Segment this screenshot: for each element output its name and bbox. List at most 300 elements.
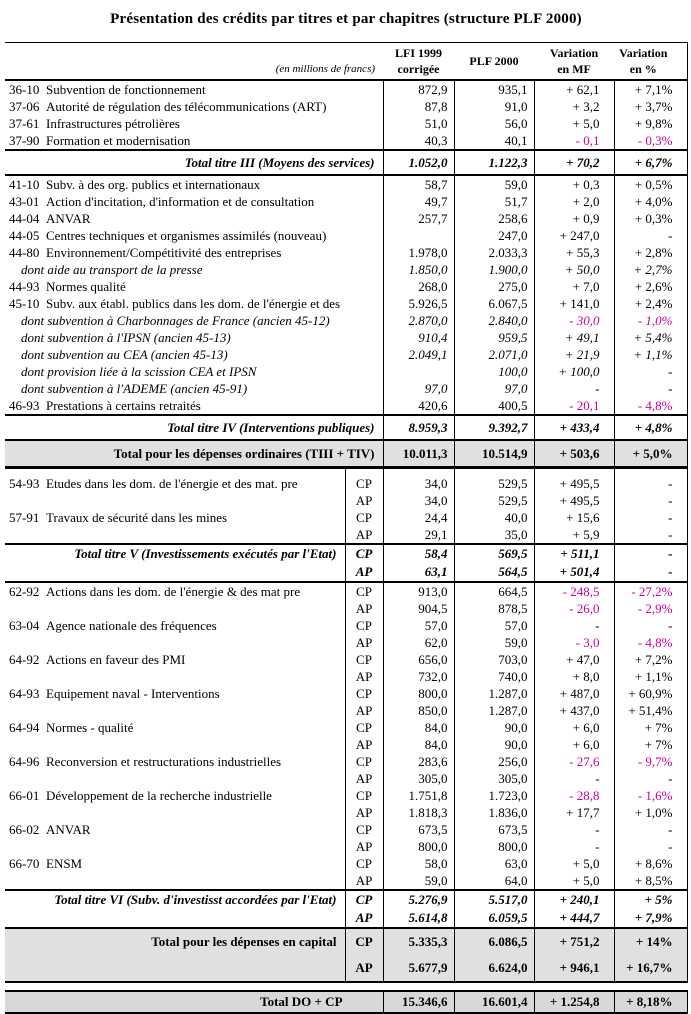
table-row — [5, 175, 687, 193]
value-cell — [383, 227, 454, 244]
row-label — [5, 855, 345, 872]
cp-ap-cell: CP — [345, 890, 383, 909]
value-cell: 87,8 — [383, 98, 454, 115]
value-cell: 1.850,0 — [383, 261, 454, 278]
cp-ap-cell: AP — [345, 526, 383, 544]
chapter-label: Normes - qualité — [46, 719, 134, 735]
value-cell: + 5,0 — [534, 115, 614, 132]
chapter-label: Infrastructures pétrolières — [46, 115, 180, 131]
value-cell: 2.870,0 — [383, 312, 454, 329]
value-cell: - 2,9% — [614, 600, 687, 617]
row-label — [5, 804, 345, 821]
value-cell: + 7,1% — [614, 80, 687, 98]
cp-ap-cell: AP — [345, 804, 383, 821]
value-cell: 57,0 — [383, 617, 454, 634]
value-cell: + 16,7% — [614, 955, 687, 982]
value-cell: 6.067,5 — [454, 295, 534, 312]
value-cell: 850,0 — [383, 702, 454, 719]
value-cell — [383, 363, 454, 380]
row-label — [5, 753, 345, 770]
row-label — [5, 397, 383, 415]
value-cell: + 7,0 — [534, 278, 614, 295]
table-row — [5, 563, 687, 582]
value-cell: 1.978,0 — [383, 244, 454, 261]
value-cell: + 1,1% — [614, 346, 687, 363]
value-cell: + 7,2% — [614, 651, 687, 668]
chapter-label: Subv. à des org. publics et internationaux — [46, 176, 261, 192]
row-label — [5, 838, 345, 855]
row-label — [5, 872, 345, 890]
row-label — [5, 955, 345, 982]
col-header-plf-2000: PLF 2000 — [454, 43, 534, 81]
chapter-label: Agence nationale des fréquences — [46, 617, 217, 633]
table-body — [5, 80, 687, 1013]
value-cell: + 495,5 — [534, 468, 614, 493]
value-cell: - 0,1 — [534, 132, 614, 150]
value-cell: + 1,1% — [614, 668, 687, 685]
value-cell: 800,0 — [454, 838, 534, 855]
value-cell: + 8,6% — [614, 855, 687, 872]
row-label — [5, 821, 345, 838]
row-label — [5, 115, 383, 132]
table-row — [5, 928, 687, 955]
value-cell: + 501,4 — [534, 563, 614, 582]
table-row — [5, 278, 687, 295]
value-cell: 275,0 — [454, 278, 534, 295]
chapter-label: Développement de la recherche industrielle — [46, 787, 272, 803]
value-cell: 40,3 — [383, 132, 454, 150]
chapter-label: Formation et modernisation — [46, 132, 191, 148]
value-cell: + 17,7 — [534, 804, 614, 821]
chapter-label: ANVAR — [46, 821, 91, 837]
table-header — [5, 43, 687, 81]
chapter-label: Action d'incitation, d'information et de consultation — [46, 193, 315, 209]
value-cell: + 2,6% — [614, 278, 687, 295]
value-cell: + 1.254,8 — [534, 991, 614, 1013]
value-cell: 2.033,3 — [454, 244, 534, 261]
value-cell: + 8,5% — [614, 872, 687, 890]
row-label — [5, 193, 383, 210]
table-row — [5, 582, 687, 600]
table-row — [5, 150, 687, 175]
value-cell: - 9,7% — [614, 753, 687, 770]
value-cell: 420,6 — [383, 397, 454, 415]
cp-ap-cell: CP — [345, 787, 383, 804]
chapter-label: Subv. aux établ. publics dans les dom. de l'énergie et des — [46, 295, 341, 311]
value-cell: 2.071,0 — [454, 346, 534, 363]
table-row — [5, 98, 687, 115]
cp-ap-cell: AP — [345, 736, 383, 753]
table-row — [5, 468, 687, 493]
table-row — [5, 668, 687, 685]
unit-note-text: (en millions de francs) — [275, 63, 376, 75]
cp-ap-cell: AP — [345, 668, 383, 685]
value-cell: - — [614, 380, 687, 397]
table-row — [5, 80, 687, 98]
value-cell: + 3,2 — [534, 98, 614, 115]
value-cell: 5.276,9 — [383, 890, 454, 909]
value-cell: 90,0 — [454, 719, 534, 736]
table-row — [5, 872, 687, 890]
value-cell: + 49,1 — [534, 329, 614, 346]
table-row — [5, 526, 687, 544]
value-cell: + 503,6 — [534, 440, 614, 468]
cp-ap-cell: CP — [345, 928, 383, 955]
table-row — [5, 440, 687, 468]
table-row — [5, 719, 687, 736]
value-cell: 10.011,3 — [383, 440, 454, 468]
value-cell: - 20,1 — [534, 397, 614, 415]
value-cell: - 3,0 — [534, 634, 614, 651]
value-cell: + 5% — [614, 890, 687, 909]
value-cell: - — [614, 227, 687, 244]
table-row — [5, 397, 687, 415]
value-cell: 959,5 — [454, 329, 534, 346]
value-cell: 57,0 — [454, 617, 534, 634]
row-label — [5, 244, 383, 261]
table-row — [5, 509, 687, 526]
value-cell: + 62,1 — [534, 80, 614, 98]
value-cell: 100,0 — [454, 363, 534, 380]
value-cell: 268,0 — [383, 278, 454, 295]
value-cell: + 141,0 — [534, 295, 614, 312]
row-label — [5, 617, 345, 634]
value-cell: 1.287,0 — [454, 685, 534, 702]
chapter-label: Travaux de sécurité dans les mines — [46, 509, 228, 525]
table-row — [5, 544, 687, 563]
header-row — [5, 43, 687, 81]
chapter-code: 46-93 — [9, 397, 40, 413]
table-row — [5, 955, 687, 982]
row-label — [5, 492, 345, 509]
value-cell: + 2,8% — [614, 244, 687, 261]
chapter-code: 54-93 — [9, 475, 40, 491]
cp-ap-cell: CP — [345, 651, 383, 668]
table-row — [5, 115, 687, 132]
value-cell: 9.392,7 — [454, 415, 534, 440]
table-row — [5, 261, 687, 278]
value-cell: 1.723,0 — [454, 787, 534, 804]
chapter-code: 66-01 — [9, 787, 40, 803]
cp-ap-cell: CP — [345, 468, 383, 493]
table-row — [5, 492, 687, 509]
table-row — [5, 193, 687, 210]
value-cell: 564,5 — [454, 563, 534, 582]
row-label — [5, 582, 345, 600]
value-cell: - — [614, 770, 687, 787]
value-cell: 51,0 — [383, 115, 454, 132]
chapter-code: 44-80 — [9, 244, 40, 260]
value-cell: 305,0 — [454, 770, 534, 787]
chapter-code: 44-04 — [9, 210, 40, 226]
value-cell: 6.059,5 — [454, 909, 534, 928]
table-row — [5, 132, 687, 150]
row-label — [5, 98, 383, 115]
value-cell: + 5,9 — [534, 526, 614, 544]
row-label — [5, 509, 345, 526]
value-cell: + 15,6 — [534, 509, 614, 526]
page-title: Présentation des crédits par titres et par chapitres (structure PLF 2000) — [110, 11, 582, 27]
table-row — [5, 787, 687, 804]
value-cell: 910,4 — [383, 329, 454, 346]
row-label: Total titre VI (Subv. d'investisst accordées par l'Etat) — [5, 890, 345, 909]
value-cell: 10.514,9 — [454, 440, 534, 468]
value-cell: + 2,0 — [534, 193, 614, 210]
table-row — [5, 991, 687, 1013]
value-cell: 673,5 — [454, 821, 534, 838]
cp-ap-cell: CP — [345, 719, 383, 736]
value-cell: - — [614, 838, 687, 855]
value-cell: 5.677,9 — [383, 955, 454, 982]
value-cell: + 0,5% — [614, 175, 687, 193]
row-label — [5, 175, 383, 193]
row-label — [5, 719, 345, 736]
value-cell: - — [534, 821, 614, 838]
table-row — [5, 617, 687, 634]
cp-ap-cell: AP — [345, 909, 383, 928]
value-cell: + 487,0 — [534, 685, 614, 702]
value-cell: - 30,0 — [534, 312, 614, 329]
chapter-label: Prestations à certains retraités — [46, 397, 201, 413]
value-cell: 40,0 — [454, 509, 534, 526]
unit-note — [5, 43, 383, 81]
value-cell: 732,0 — [383, 668, 454, 685]
value-cell: 2.840,0 — [454, 312, 534, 329]
row-label: Total titre III (Moyens des services) — [5, 150, 383, 175]
value-cell: 58,4 — [383, 544, 454, 563]
chapter-code: 64-93 — [9, 685, 40, 701]
table-row — [5, 804, 687, 821]
value-cell: 58,7 — [383, 175, 454, 193]
value-cell: 878,5 — [454, 600, 534, 617]
value-cell: 529,5 — [454, 492, 534, 509]
value-cell: 1.122,3 — [454, 150, 534, 175]
table-row — [5, 770, 687, 787]
cp-ap-cell: AP — [345, 492, 383, 509]
chapter-label: Actions dans les dom. de l'énergie & des mat pre — [46, 583, 301, 599]
value-cell: + 70,2 — [534, 150, 614, 175]
chapter-label: Normes qualité — [46, 278, 126, 294]
value-cell: + 0,3 — [534, 175, 614, 193]
row-label — [5, 526, 345, 544]
table-row — [5, 415, 687, 440]
chapter-label: ANVAR — [46, 210, 91, 226]
value-cell: 256,0 — [454, 753, 534, 770]
value-cell: + 1,0% — [614, 804, 687, 821]
value-cell: 6.086,5 — [454, 928, 534, 955]
value-cell: 257,7 — [383, 210, 454, 227]
value-cell: 34,0 — [383, 492, 454, 509]
value-cell: 97,0 — [383, 380, 454, 397]
table-row — [5, 702, 687, 719]
row-label: Total titre IV (Interventions publiques) — [5, 415, 383, 440]
value-cell: + 5,0 — [534, 872, 614, 890]
table-row — [5, 909, 687, 928]
value-cell: + 100,0 — [534, 363, 614, 380]
value-cell: + 51,4% — [614, 702, 687, 719]
value-cell: 35,0 — [454, 526, 534, 544]
value-cell: - — [534, 838, 614, 855]
value-cell: 258,6 — [454, 210, 534, 227]
row-label: Total pour les dépenses ordinaires (TIII + TIV) — [5, 440, 383, 468]
value-cell: 1.818,3 — [383, 804, 454, 821]
value-cell: 1.052,0 — [383, 150, 454, 175]
value-cell: - — [534, 770, 614, 787]
row-label — [5, 278, 383, 295]
chapter-label: Environnement/Compétitivité des entreprises — [46, 244, 282, 260]
cp-ap-cell: AP — [345, 702, 383, 719]
chapter-label: Equipement naval - Interventions — [46, 685, 220, 701]
value-cell: + 47,0 — [534, 651, 614, 668]
value-cell: + 0,9 — [534, 210, 614, 227]
value-cell: + 7% — [614, 719, 687, 736]
row-label — [5, 685, 345, 702]
cp-ap-cell: AP — [345, 838, 383, 855]
value-cell: - — [614, 492, 687, 509]
value-cell: + 8,18% — [614, 991, 687, 1013]
value-cell: - — [614, 617, 687, 634]
table-row — [5, 227, 687, 244]
row-label — [5, 227, 383, 244]
value-cell: 59,0 — [454, 175, 534, 193]
value-cell: 1.751,8 — [383, 787, 454, 804]
value-cell: - — [614, 821, 687, 838]
cp-ap-cell: CP — [345, 685, 383, 702]
value-cell: 904,5 — [383, 600, 454, 617]
row-label — [5, 651, 345, 668]
row-label — [5, 668, 345, 685]
chapter-code: 62-92 — [9, 583, 40, 599]
value-cell: 58,0 — [383, 855, 454, 872]
value-cell: - 4,8% — [614, 634, 687, 651]
value-cell: + 55,3 — [534, 244, 614, 261]
value-cell: 305,0 — [383, 770, 454, 787]
value-cell: 740,0 — [454, 668, 534, 685]
chapter-code: 66-02 — [9, 821, 40, 837]
row-label: Total titre V (Investissements exécutés par l'Etat) — [5, 544, 345, 563]
value-cell: + 5,0% — [614, 440, 687, 468]
value-cell: 935,1 — [454, 80, 534, 98]
value-cell: + 6,0 — [534, 736, 614, 753]
table-row — [5, 821, 687, 838]
chapter-label: Reconversion et restructurations industrielles — [46, 753, 282, 769]
value-cell: + 2,7% — [614, 261, 687, 278]
row-label: dont aide au transport de la presse — [21, 261, 203, 277]
value-cell: - 1,6% — [614, 787, 687, 804]
value-cell: + 4,0% — [614, 193, 687, 210]
value-cell: 1.836,0 — [454, 804, 534, 821]
table-row — [5, 380, 687, 397]
table-row — [5, 363, 687, 380]
value-cell: + 21,9 — [534, 346, 614, 363]
value-cell: 64,0 — [454, 872, 534, 890]
row-label: dont subvention au CEA (ancien 45-13) — [21, 346, 228, 362]
value-cell: + 3,7% — [614, 98, 687, 115]
spacer-row — [5, 982, 687, 991]
table-row — [5, 329, 687, 346]
row-label: Total DO + CP — [5, 991, 383, 1013]
value-cell: + 60,9% — [614, 685, 687, 702]
value-cell: - — [614, 509, 687, 526]
table-row — [5, 651, 687, 668]
value-cell: - — [614, 563, 687, 582]
value-cell: + 6,0 — [534, 719, 614, 736]
value-cell: + 9,8% — [614, 115, 687, 132]
value-cell: + 7,9% — [614, 909, 687, 928]
chapter-code: 57-91 — [9, 509, 40, 525]
value-cell: - — [614, 363, 687, 380]
row-label — [5, 634, 345, 651]
value-cell: - — [614, 526, 687, 544]
value-cell: 91,0 — [454, 98, 534, 115]
value-cell: - 4,8% — [614, 397, 687, 415]
value-cell: 84,0 — [383, 736, 454, 753]
value-cell: 49,7 — [383, 193, 454, 210]
row-label — [5, 600, 345, 617]
value-cell: 63,1 — [383, 563, 454, 582]
value-cell: 5.614,8 — [383, 909, 454, 928]
value-cell: + 14% — [614, 928, 687, 955]
value-cell: 800,0 — [383, 685, 454, 702]
chapter-label: ENSM — [46, 855, 83, 871]
cp-ap-cell: AP — [345, 600, 383, 617]
table-row — [5, 855, 687, 872]
value-cell: 913,0 — [383, 582, 454, 600]
table-row — [5, 244, 687, 261]
row-label — [5, 210, 383, 227]
value-cell: 15.346,6 — [383, 991, 454, 1013]
chapter-code: 44-93 — [9, 278, 40, 294]
value-cell: - 27,2% — [614, 582, 687, 600]
value-cell: 63,0 — [454, 855, 534, 872]
value-cell: - 26,0 — [534, 600, 614, 617]
cp-ap-cell: CP — [345, 821, 383, 838]
value-cell: 59,0 — [383, 872, 454, 890]
cp-ap-cell: AP — [345, 563, 383, 582]
value-cell: 40,1 — [454, 132, 534, 150]
value-cell: + 4,8% — [614, 415, 687, 440]
value-cell: 673,5 — [383, 821, 454, 838]
table-row — [5, 685, 687, 702]
value-cell: - 28,8 — [534, 787, 614, 804]
cp-ap-cell: CP — [345, 544, 383, 563]
cp-ap-cell: AP — [345, 634, 383, 651]
col-header-variation-mf: Variation en MF — [534, 43, 614, 81]
value-cell: + 433,4 — [534, 415, 614, 440]
row-label — [5, 702, 345, 719]
chapter-code: 43-01 — [9, 193, 40, 209]
value-cell: + 946,1 — [534, 955, 614, 982]
chapter-label: Autorité de régulation des télécommunications (ART) — [46, 98, 327, 114]
col-header-variation-pct: Variation en % — [614, 43, 687, 81]
value-cell: 529,5 — [454, 468, 534, 493]
value-cell: 8.959,3 — [383, 415, 454, 440]
value-cell: + 751,2 — [534, 928, 614, 955]
row-label: dont subvention à l'IPSN (ancien 45-13) — [21, 329, 231, 345]
table-row — [5, 634, 687, 651]
col-header-lfi-1999: LFI 1999 corrigée — [383, 43, 454, 81]
value-cell: 656,0 — [383, 651, 454, 668]
chapter-code: 37-90 — [9, 132, 40, 148]
cp-ap-cell: CP — [345, 753, 383, 770]
table-row — [5, 600, 687, 617]
chapter-code: 45-10 — [9, 295, 40, 311]
row-label — [5, 770, 345, 787]
value-cell: 24,4 — [383, 509, 454, 526]
chapter-code: 64-92 — [9, 651, 40, 667]
cp-ap-cell: AP — [345, 872, 383, 890]
chapter-code: 36-10 — [9, 81, 40, 97]
